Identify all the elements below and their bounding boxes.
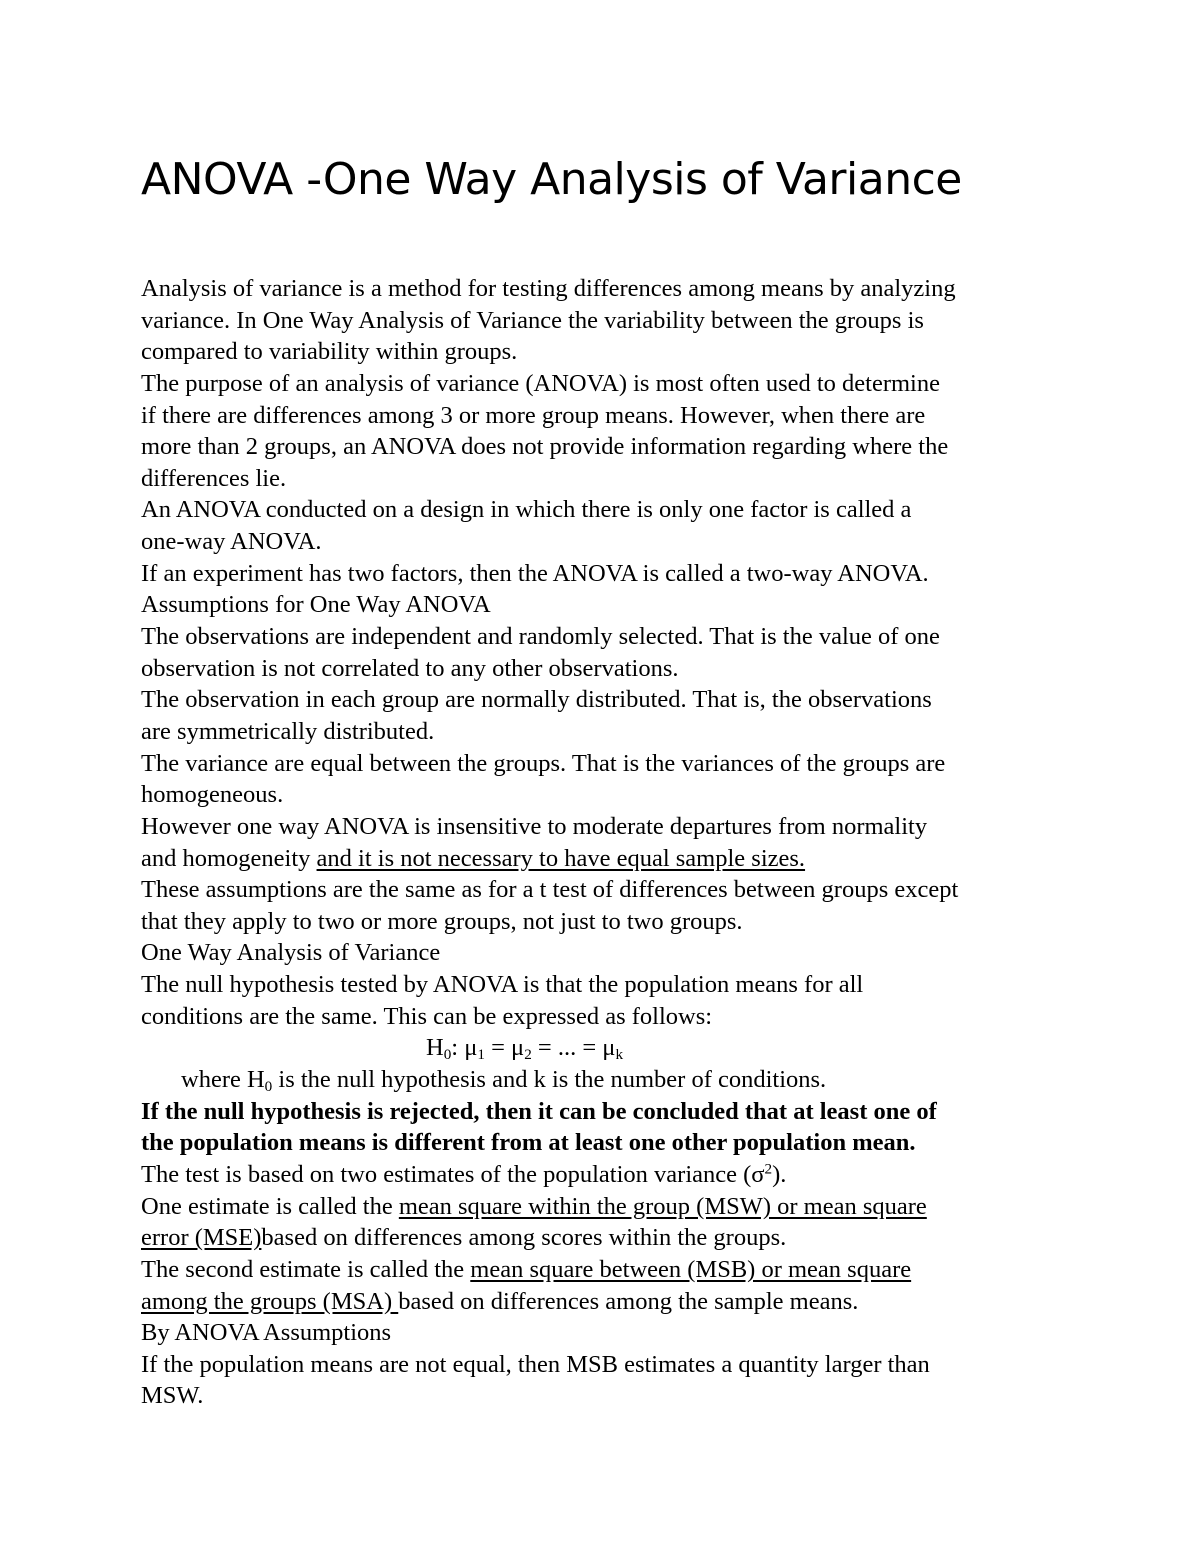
formula-subscript: 0 <box>443 1046 452 1064</box>
page-title: ANOVA -One Way Analysis of Variance <box>141 154 962 205</box>
text-segment: The second estimate is called the <box>141 1255 471 1283</box>
underlined-text: among the groups (MSA) <box>141 1287 399 1315</box>
formula-subscript: k <box>615 1046 624 1064</box>
text-line-mixed <box>141 1191 1076 1223</box>
text-line: However one way ANOVA is insensitive to moderate departures from normality <box>141 812 928 840</box>
underlined-text: error (MSE) <box>141 1224 262 1252</box>
formula-subscript: 1 <box>477 1046 485 1064</box>
section-heading-by-anova: By ANOVA Assumptions <box>141 1319 392 1347</box>
document-body <box>141 273 1076 1412</box>
underlined-text: mean square between (MSB) or mean square <box>470 1255 912 1283</box>
text-line: The observations are independent and randomly selected. That is the value of one <box>141 623 940 651</box>
text-line: The null hypothesis tested by ANOVA is that the population means for all <box>141 971 864 999</box>
superscript: 2 <box>764 1160 773 1178</box>
text-line: The observation in each group are normally distributed. That is, the observations <box>141 686 932 714</box>
text-line: variance. In One Way Analysis of Variance the variability between the groups is <box>141 306 924 334</box>
text-line: more than 2 groups, an ANOVA does not provide information regarding where the <box>141 433 949 461</box>
text-line: are symmetrically distributed. <box>141 717 435 745</box>
text-segment: based on differences among the sample means. <box>398 1287 859 1315</box>
section-heading-one-way: One Way Analysis of Variance <box>141 939 441 967</box>
formula-subscript: 0 <box>264 1077 273 1095</box>
underlined-text: mean square within the group (MSW) or mean square <box>398 1192 927 1220</box>
formula-mu: μ <box>464 1034 478 1062</box>
formula-text: = <box>484 1034 512 1062</box>
formula-text: = ... = <box>531 1034 603 1062</box>
text-line: observation is not correlated to any other observations. <box>141 654 679 682</box>
text-segment: One estimate is called the <box>141 1192 399 1220</box>
text-line-mixed <box>141 1222 1076 1254</box>
text-line: compared to variability within groups. <box>141 338 518 366</box>
text-line: An ANOVA conducted on a design in which there is only one factor is called a <box>141 496 912 524</box>
formula-explanation <box>141 1064 1076 1096</box>
text-line: The variance are equal between the groups. That is the variances of the groups are <box>141 749 946 777</box>
text-line: one-way ANOVA. <box>141 528 322 556</box>
text-line: that they apply to two or more groups, not just to two groups. <box>141 907 743 935</box>
text-line: if there are differences among 3 or more group means. However, when there are <box>141 401 926 429</box>
null-hypothesis-formula <box>141 1032 1076 1064</box>
section-heading-assumptions: Assumptions for One Way ANOVA <box>141 591 491 619</box>
formula-mu: μ <box>511 1034 525 1062</box>
text-line-mixed <box>141 1254 1076 1286</box>
text-segment: based on differences among scores within the groups. <box>261 1224 787 1252</box>
text-line: The purpose of an analysis of variance (ANOVA) is most often used to determine <box>141 369 940 397</box>
text-segment: and homogeneity <box>141 844 317 872</box>
text-line: These assumptions are the same as for a t test of differences between groups except <box>141 876 959 904</box>
text-segment: The test is based on two estimates of the population variance (σ <box>141 1160 765 1188</box>
text-line: If an experiment has two factors, then the ANOVA is called a two-way ANOVA. <box>141 559 929 587</box>
text-line: If the population means are not equal, then MSB estimates a quantity larger than <box>141 1350 930 1378</box>
text-line-mixed <box>141 843 1076 875</box>
underlined-text: and it is not necessary to have equal sample sizes. <box>316 844 806 872</box>
formula-mu: μ <box>602 1034 616 1062</box>
text-line-mixed <box>141 1159 1076 1191</box>
bold-conclusion-line: If the null hypothesis is rejected, then it can be concluded that at least one of <box>141 1097 937 1125</box>
text-line: Analysis of variance is a method for testing differences among means by analyzing <box>141 275 956 302</box>
text-line: MSW. <box>141 1382 204 1410</box>
formula-h: H <box>426 1034 444 1062</box>
formula-text: : <box>451 1034 465 1062</box>
bold-conclusion-line: the population means is different from at least one other population mean. <box>141 1129 916 1157</box>
text-line: differences lie. <box>141 464 287 492</box>
text-line-mixed <box>141 1286 1076 1318</box>
text-line: homogeneous. <box>141 781 284 809</box>
formula-subscript: 2 <box>524 1046 532 1064</box>
text-segment: is the null hypothesis and k is the number of conditions. <box>272 1066 827 1094</box>
text-segment: where H <box>181 1066 265 1094</box>
text-line: conditions are the same. This can be expressed as follows: <box>141 1002 713 1030</box>
text-segment: ). <box>772 1160 787 1188</box>
